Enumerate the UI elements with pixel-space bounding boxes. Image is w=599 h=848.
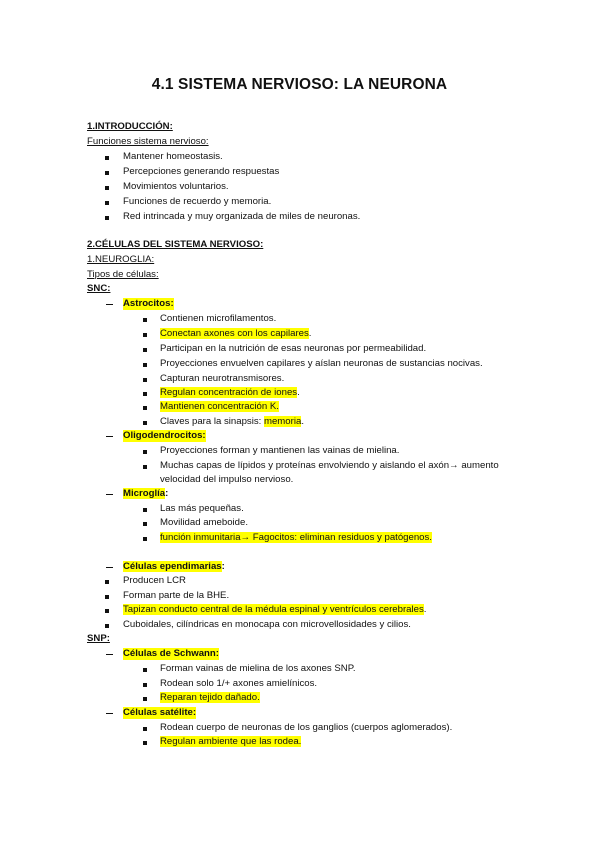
bullet-icon [143, 537, 147, 541]
bullet-icon [143, 668, 147, 672]
list-item [160, 328, 311, 340]
bullet-icon [105, 595, 109, 599]
punctuation: : [221, 561, 225, 572]
bullet-icon [143, 741, 147, 745]
bullet-icon [143, 406, 147, 410]
list-item [160, 532, 432, 544]
list-text: Claves para la sinapsis: [160, 416, 264, 427]
schwann-label: Células de Schwann: [123, 648, 219, 659]
list-item: Rodean solo 1/+ axones amielínicos. [160, 678, 318, 689]
list-item: Cuboidales, cilíndricas en monocapa con microvellosidades y cilios. [123, 619, 411, 630]
list-item-continuation: velocidad del impulso nervioso. [160, 474, 294, 485]
bullet-icon [143, 318, 147, 322]
list-item: Muchas capas de lípidos y proteínas envolviendo y aislando el axón→ aumento [160, 460, 499, 471]
bullet-icon [143, 683, 147, 687]
list-item: Las más pequeñas. [160, 503, 244, 514]
bullet-icon [143, 697, 147, 701]
list-item: Rodean cuerpo de neuronas de los ganglios (cuerpos aglomerados). [160, 722, 453, 733]
punctuation: . [301, 416, 304, 427]
satelite-label: Células satélite: [123, 707, 197, 718]
bullet-icon [143, 392, 147, 396]
bullet-icon [105, 171, 109, 175]
punctuation: : [165, 488, 169, 499]
punctuation: . [423, 604, 427, 615]
highlight-text: Regulan ambiente que las rodea. [160, 736, 302, 747]
highlight-text: Regulan concentración de iones [160, 387, 298, 398]
list-item: Percepciones generando respuestas [123, 166, 280, 177]
bullet-icon [143, 727, 147, 731]
microglia-label [123, 488, 168, 500]
dash-icon [106, 567, 113, 568]
list-item: Funciones de recuerdo y memoria. [123, 196, 272, 207]
bullet-icon [105, 216, 109, 220]
list-item: Mantener homeostasis. [123, 151, 223, 162]
bullet-icon [143, 508, 147, 512]
astrocitos-label: Astrocitos: [123, 298, 174, 309]
list-item: Proyecciones envuelven capilares y aíslan neuronas de sustancias nocivas. [160, 358, 483, 369]
intro-subheading: Funciones sistema nervioso: [87, 136, 209, 147]
highlight-text: memoria [263, 416, 302, 427]
bullet-icon [105, 624, 109, 628]
list-item: Movilidad ameboide. [160, 517, 248, 528]
punctuation: . [297, 387, 300, 398]
cells-heading: 2.CÉLULAS DEL SISTEMA NERVIOSO: [87, 239, 264, 250]
ependimarias-label [123, 561, 225, 573]
highlight-text: Tapizan conducto central de la médula espinal y ventrículos cerebrales [123, 604, 424, 615]
list-item [160, 401, 279, 413]
list-item: Producen LCR [123, 575, 186, 586]
highlight-text: función inmunitaria→ Fagocitos: eliminan residuos y patógenos. [160, 532, 432, 543]
list-item: Capturan neurotransmisores. [160, 373, 285, 384]
dash-icon [106, 654, 113, 655]
bullet-icon [143, 421, 147, 425]
list-item [123, 604, 426, 616]
highlight-text: Conectan axones con los capilares [160, 328, 309, 339]
bullet-icon [143, 333, 147, 337]
types-heading: Tipos de células: [87, 269, 159, 280]
list-item [160, 416, 304, 428]
bullet-icon [105, 609, 109, 613]
oligodendrocitos-label: Oligodendrocitos: [123, 430, 206, 441]
page-title: 4.1 SISTEMA NERVIOSO: LA NEURONA [151, 76, 448, 93]
list-item: Proyecciones forman y mantienen las vainas de mielina. [160, 445, 400, 456]
intro-heading: 1.INTRODUCCIÓN: [87, 121, 173, 132]
highlight-text: Mantienen concentración K. [160, 401, 279, 412]
dash-icon [106, 436, 113, 437]
neuroglia-heading: 1.NEUROGLIA: [87, 254, 155, 265]
bullet-icon [143, 378, 147, 382]
bullet-icon [105, 201, 109, 205]
dash-icon [106, 304, 113, 305]
list-item: Participan en la nutrición de esas neuronas por permeabilidad. [160, 343, 427, 354]
bullet-icon [105, 156, 109, 160]
list-item [160, 692, 260, 704]
bullet-icon [143, 363, 147, 367]
highlight-text: Reparan tejido dañado. [160, 692, 260, 703]
dash-icon [106, 713, 113, 714]
list-item: Forman vainas de mielina de los axones SNP. [160, 663, 356, 674]
dash-icon [106, 494, 113, 495]
highlight-text: Microglía [123, 488, 166, 499]
snc-heading: SNC: [87, 283, 111, 294]
list-item [160, 736, 301, 748]
bullet-icon [105, 186, 109, 190]
list-item: Red intrincada y muy organizada de miles de neuronas. [123, 211, 361, 222]
list-item: Movimientos voluntarios. [123, 181, 229, 192]
list-item [160, 387, 300, 399]
bullet-icon [143, 450, 147, 454]
highlight-text: Células ependimarias [123, 561, 222, 572]
bullet-icon [143, 522, 147, 526]
bullet-icon [105, 580, 109, 584]
punctuation: . [308, 328, 312, 339]
bullet-icon [143, 465, 147, 469]
snp-heading: SNP: [87, 633, 110, 644]
list-item: Contienen microfilamentos. [160, 313, 277, 324]
bullet-icon [143, 348, 147, 352]
list-item: Forman parte de la BHE. [123, 590, 230, 601]
